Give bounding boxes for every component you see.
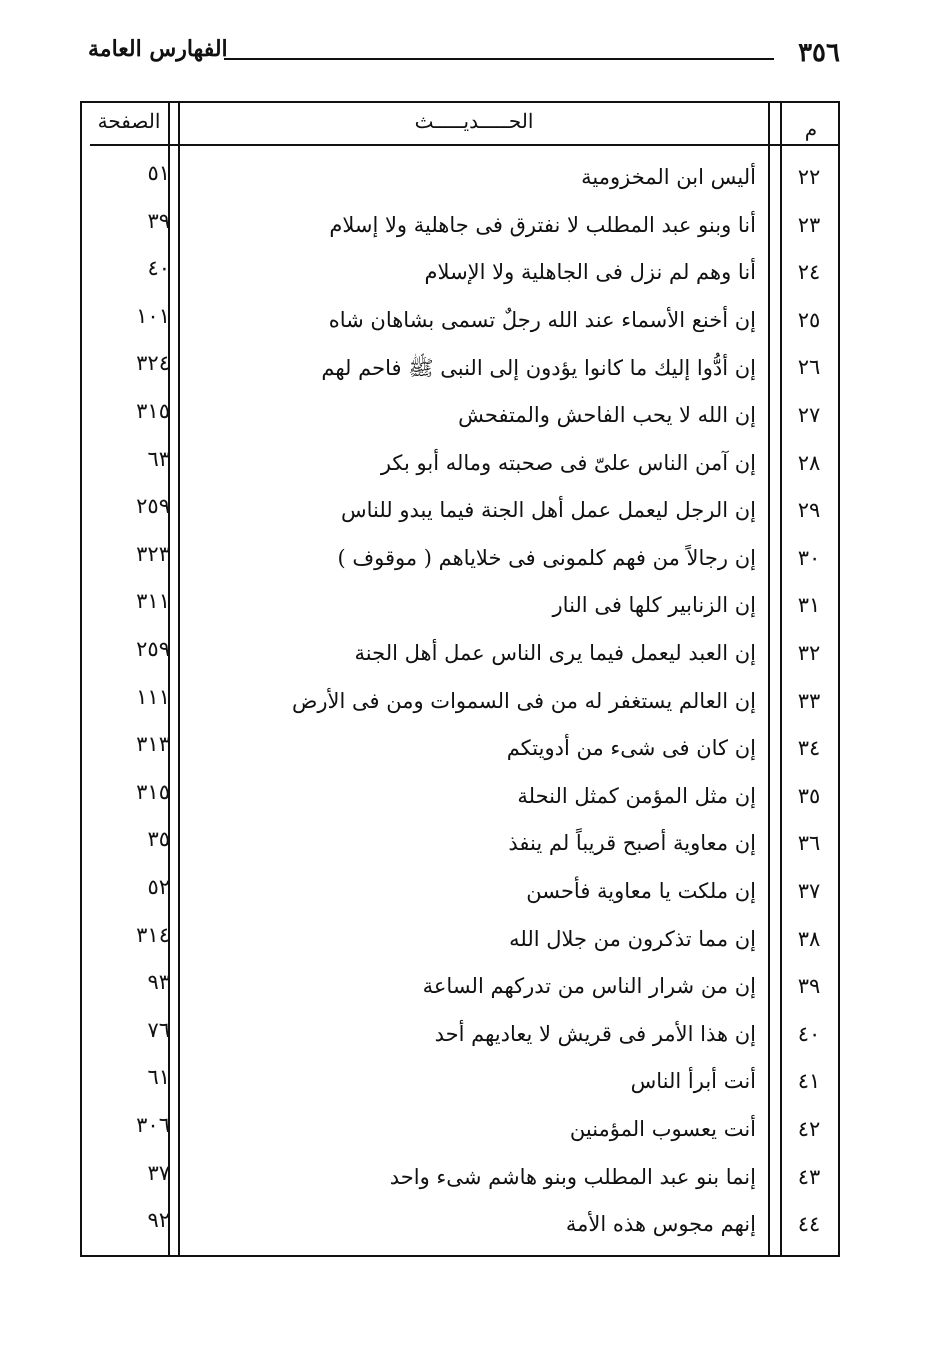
- column-header-page: الصفحة: [97, 109, 161, 133]
- hadith-text: أليس ابن المخزومية: [581, 165, 756, 189]
- page-reference: ٥٢: [147, 875, 170, 899]
- page-reference: ٩٢: [147, 1208, 170, 1233]
- page-reference: ٦١: [147, 1065, 170, 1090]
- table-row: [82, 155, 838, 202]
- page-reference: ٧٦: [147, 1017, 170, 1042]
- table-row: [82, 869, 838, 916]
- table-row: [82, 250, 838, 297]
- table-row: [82, 1155, 838, 1202]
- row-number: ٣٢: [797, 641, 821, 665]
- page-reference: ٣١١: [136, 589, 170, 614]
- table-row: [82, 1107, 838, 1154]
- hadith-text: إن كان فى شىء من أدويتكم: [506, 736, 756, 761]
- hadith-text: إن العبد ليعمل فيما يرى الناس عمل أهل الجنة: [354, 641, 756, 665]
- hadith-text: إن آمن الناس علىّ فى صحبته وماله أبو بكر: [380, 450, 756, 475]
- hadith-text: إن العالم يستغفر له من فى السموات ومن فى الأرض: [292, 688, 756, 713]
- table-row: [82, 345, 838, 392]
- hadith-text: إنهم مجوس هذه الأمة: [565, 1212, 756, 1237]
- page-reference: ٢٥٩: [136, 494, 170, 519]
- page-reference: ٦٣: [147, 446, 170, 471]
- row-number: ٣٠: [797, 545, 821, 570]
- hadith-text: إن الله لا يحب الفاحش والمتفحش: [458, 403, 756, 427]
- page-reference: ٣٧: [147, 1160, 170, 1185]
- hadith-text: إن مثل المؤمن كمثل النحلة: [517, 783, 756, 808]
- row-number: ٣٦: [797, 831, 821, 856]
- hadith-text: إن معاوية أصبح قريباً لم ينفذ: [508, 831, 756, 856]
- page-reference: ٣١٥: [136, 399, 170, 423]
- row-number: ٤١: [797, 1069, 821, 1094]
- hadith-text: إن ملكت يا معاوية فأحسن: [526, 879, 756, 903]
- row-number: ٢٤: [797, 260, 821, 285]
- page-reference: ٣٠٦: [136, 1113, 170, 1137]
- page-reference: ٥١: [147, 161, 170, 185]
- row-number: ٢٩: [797, 498, 821, 523]
- page-reference: ٩٣: [147, 970, 170, 995]
- table-row: [82, 393, 838, 440]
- page-reference: ٣١٣: [136, 732, 170, 757]
- hadith-text: أنت أبرأ الناس: [630, 1069, 756, 1094]
- table-row: [82, 821, 838, 868]
- page-reference: ١١١: [136, 684, 170, 709]
- page-reference: ٣٢٤: [136, 351, 170, 376]
- row-number: ٣١: [797, 593, 821, 618]
- header-rule: [224, 58, 774, 60]
- table-row: [82, 298, 838, 345]
- page-reference: ١٠١: [136, 303, 170, 328]
- row-number: ٢٥: [797, 307, 821, 332]
- row-number: ٤٢: [797, 1117, 821, 1141]
- row-number: ٣٥: [797, 783, 821, 808]
- column-header-number: م: [804, 117, 818, 141]
- table-row: [82, 488, 838, 535]
- hadith-text: إن هذا الأمر فى قريش لا يعاديهم أحد: [434, 1021, 756, 1046]
- table-row: [82, 441, 838, 488]
- hadith-text: إنما بنو عبد المطلب وبنو هاشم شىء واحد: [389, 1164, 756, 1189]
- row-number: ٢٣: [797, 212, 821, 237]
- table-row: [82, 774, 838, 821]
- header-divider: [90, 144, 838, 146]
- row-number: ٢٢: [797, 165, 821, 189]
- table-row: [82, 536, 838, 583]
- page-reference: ٤٠: [147, 256, 170, 281]
- hadith-text: أنت يعسوب المؤمنين: [569, 1117, 756, 1141]
- table-row: [82, 631, 838, 678]
- table-row: [82, 679, 838, 726]
- table-row: [82, 1202, 838, 1249]
- page-reference: ٣١٤: [136, 922, 170, 947]
- hadith-text: أنا وبنو عبد المطلب لا نفترق فى جاهلية ولا إسلام: [329, 212, 756, 237]
- hadith-text: إن من شرار الناس من تدركهم الساعة: [422, 974, 756, 999]
- index-title: الفهارس العامة: [88, 36, 228, 62]
- hadith-text: إن مما تذكرون من جلال الله: [509, 926, 756, 951]
- row-number: ٣٩: [797, 974, 821, 999]
- table-row: [82, 583, 838, 630]
- table-row: [82, 964, 838, 1011]
- row-number: ٢٦: [797, 355, 821, 380]
- row-number: ٣٧: [797, 879, 821, 903]
- row-number: ٤٠: [797, 1021, 821, 1046]
- table-row: [82, 726, 838, 773]
- page-reference: ٣٢٣: [136, 541, 170, 566]
- row-number: ٣٨: [797, 926, 821, 951]
- row-number: ٢٨: [797, 450, 821, 475]
- hadith-text: إن الرجل ليعمل عمل أهل الجنة فيما يبدو للناس: [340, 498, 756, 523]
- row-number: ٢٧: [797, 403, 821, 427]
- hadith-text: إن رجالاً من فهم كلمونى فى خلاياهم ( موقوف ): [337, 545, 756, 570]
- table-row: [82, 917, 838, 964]
- page-reference: ٢٥٩: [136, 637, 170, 661]
- row-number: ٤٤: [797, 1212, 821, 1237]
- hadith-text: إن الزنابير كلها فى النار: [552, 593, 756, 618]
- column-header-hadith: الحـــــديـــــث: [414, 109, 534, 133]
- hadith-text: إن أخنع الأسماء عند الله رجلٌ تسمى بشاهان شاه: [328, 307, 756, 332]
- hadith-text: إن أدُّوا إليك ما كانوا يؤدون إلى النبى ﷺ فاحم لهم: [321, 356, 756, 381]
- page-header: [88, 34, 840, 74]
- hadith-index-table: [80, 101, 840, 1257]
- row-number: ٣٤: [797, 736, 821, 761]
- table-row: [82, 203, 838, 250]
- hadith-text: أنا وهم لم نزل فى الجاهلية ولا الإسلام: [424, 260, 756, 285]
- page-reference: ٣١٥: [136, 779, 170, 804]
- table-row: [82, 1012, 838, 1059]
- table-row: [82, 1059, 838, 1106]
- page-number: ٣٥٦: [798, 38, 840, 68]
- row-number: ٣٣: [797, 688, 821, 713]
- row-number: ٤٣: [797, 1164, 821, 1189]
- page-reference: ٣٩: [147, 208, 170, 233]
- page-reference: ٣٥: [147, 827, 170, 852]
